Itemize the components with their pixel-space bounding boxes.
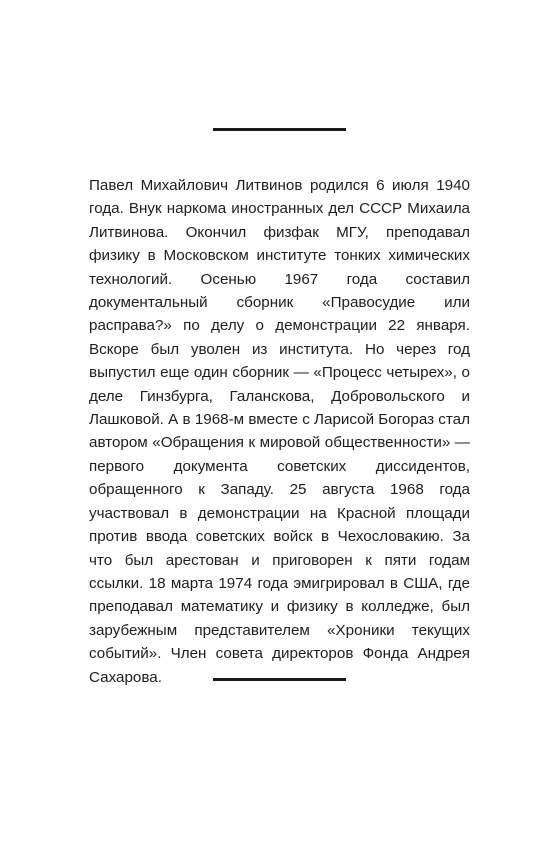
biography-paragraph: Павел Михайлович Литвинов родился 6 июля 1940 года. Внук наркома иностранных дел СССР Михаила Литвинова. Окончил физфак МГУ, преподавал физику в Московском институте тонких химических технологий. Осенью 1967 года составил документальный сборник «Правосудие или расправа?» по делу о демонстрации 22 января. Вскоре был уволен из института. Но через год выпустил еще один сборник — «Процесс четырех», о деле Гинзбурга, Галанскова, Добровольского и Лашковой. А в 1968-м вместе с Ларисой Богораз стал автором «Обращения к мировой общественности» — первого документа советских диссидентов, обращенного к Западу. 25 августа 1968 года участвовал в демонстрации на Красной площади против ввода советских войск в Чехословакию. За что был арестован и приговорен к пяти годам ссылки. 18 марта 1974 года эмигрировал в США, где преподавал математику и физику в колледже, был зарубежным представителем «Хроники текущих событий». Член совета директоров Фонда Андрея Сахарова. — [89, 177, 470, 686]
bottom-divider — [213, 678, 346, 681]
top-divider — [213, 128, 346, 131]
